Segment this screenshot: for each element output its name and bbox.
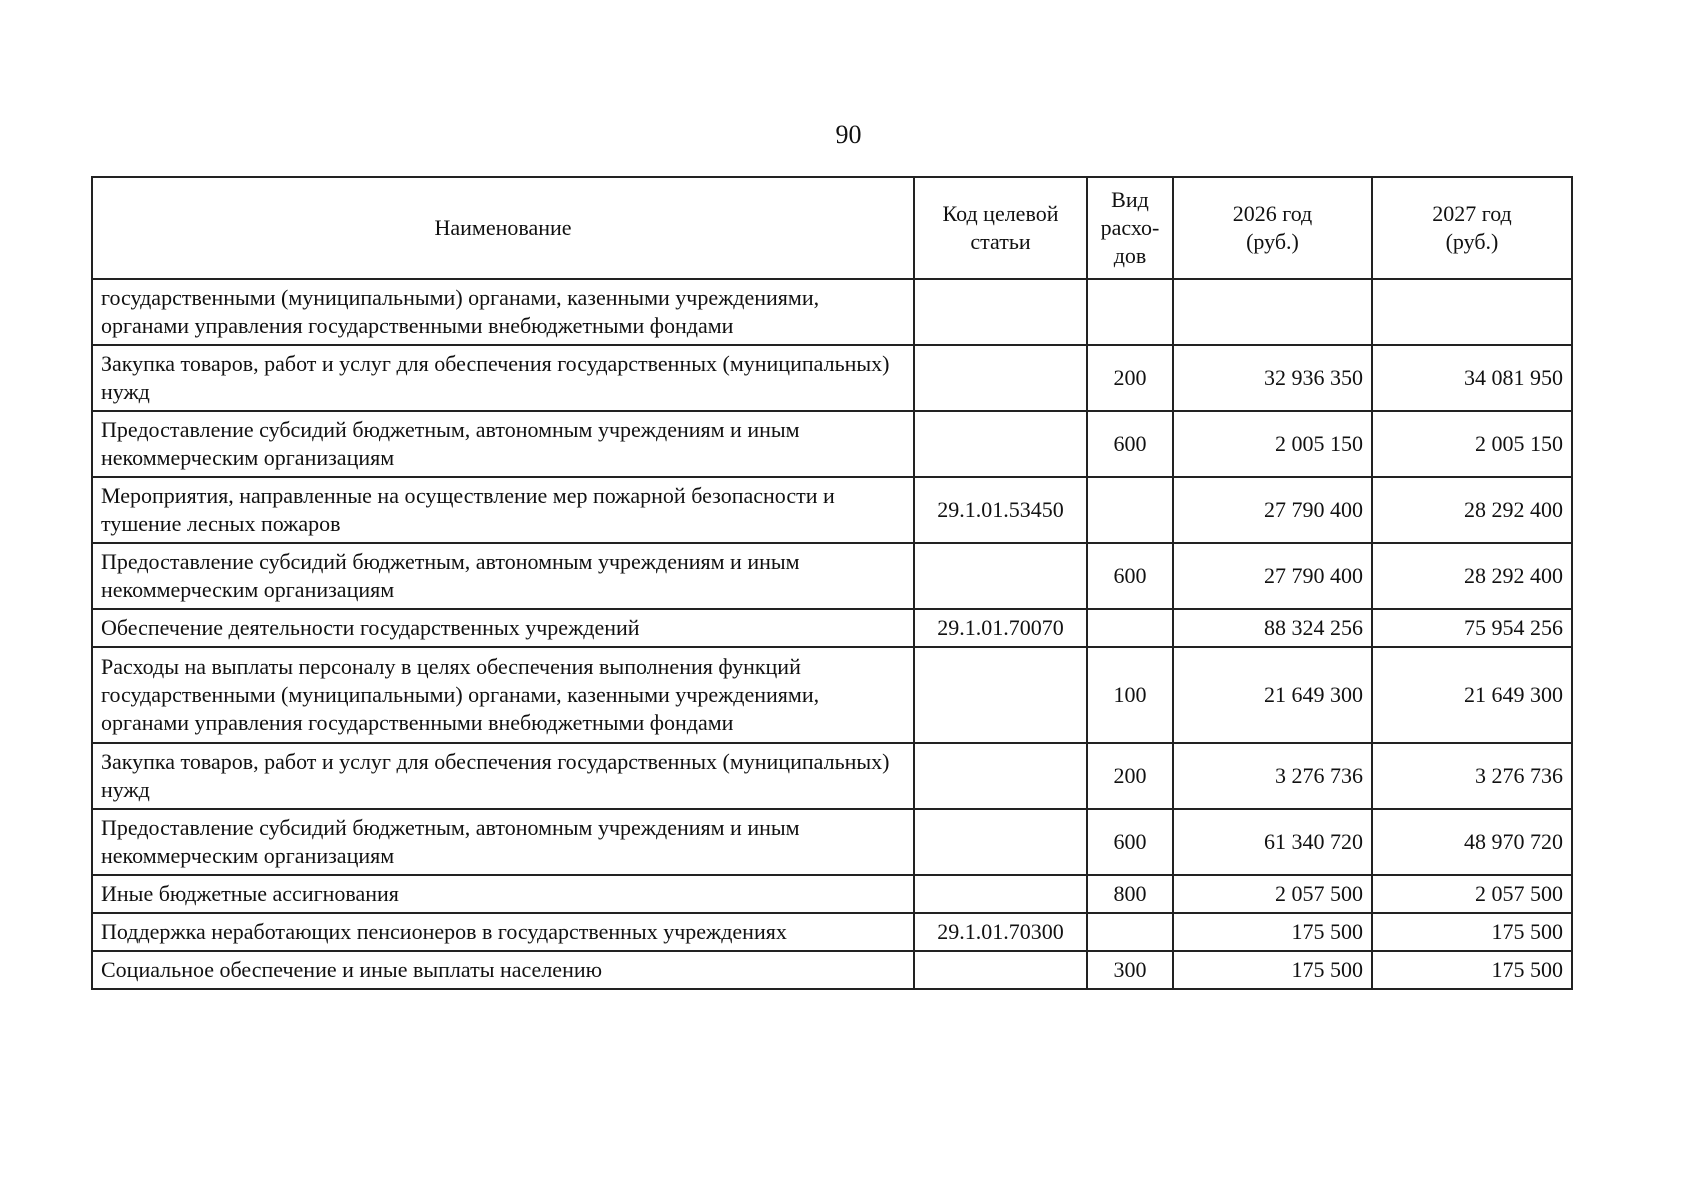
cell-2026: 3 276 736 (1173, 743, 1372, 809)
cell-2026: 21 649 300 (1173, 647, 1372, 743)
table-row (92, 875, 1572, 913)
cell-code (914, 543, 1087, 609)
cell-2027: 21 649 300 (1372, 647, 1572, 743)
cell-2027: 2 005 150 (1372, 411, 1572, 477)
cell-2026: 27 790 400 (1173, 543, 1372, 609)
cell-2027: 2 057 500 (1372, 875, 1572, 913)
cell-2026: 2 005 150 (1173, 411, 1372, 477)
cell-code (914, 809, 1087, 875)
cell-code (914, 743, 1087, 809)
cell-2026 (1173, 279, 1372, 345)
cell-2026: 61 340 720 (1173, 809, 1372, 875)
table-row (92, 951, 1572, 989)
cell-2027 (1372, 279, 1572, 345)
cell-2027: 75 954 256 (1372, 609, 1572, 647)
cell-name: государственными (муниципальными) органами, казенными учреждениями, органами управления государственными внебюджетными фондами (92, 279, 914, 345)
header-year-2027: 2027 год (руб.) (1372, 177, 1572, 279)
table-row (92, 809, 1572, 875)
table-row (92, 913, 1572, 951)
cell-code (914, 411, 1087, 477)
cell-kind: 600 (1087, 543, 1173, 609)
cell-name: Иные бюджетные ассигнования (92, 875, 914, 913)
table-row (92, 279, 1572, 345)
cell-kind: 800 (1087, 875, 1173, 913)
cell-code: 29.1.01.70300 (914, 913, 1087, 951)
cell-name: Предоставление субсидий бюджетным, автономным учреждениям и иным некоммерческим организациям (92, 809, 914, 875)
cell-kind: 200 (1087, 345, 1173, 411)
cell-code (914, 647, 1087, 743)
cell-2027: 28 292 400 (1372, 477, 1572, 543)
cell-name: Поддержка неработающих пенсионеров в государственных учреждениях (92, 913, 914, 951)
cell-2026: 175 500 (1173, 913, 1372, 951)
cell-code (914, 279, 1087, 345)
header-year-2026: 2026 год (руб.) (1173, 177, 1372, 279)
cell-code (914, 345, 1087, 411)
cell-kind: 300 (1087, 951, 1173, 989)
cell-kind (1087, 609, 1173, 647)
cell-code: 29.1.01.53450 (914, 477, 1087, 543)
cell-kind (1087, 279, 1173, 345)
cell-2026: 2 057 500 (1173, 875, 1372, 913)
table-body (92, 279, 1572, 989)
cell-name: Мероприятия, направленные на осуществление мер пожарной безопасности и тушение лесных пожаров (92, 477, 914, 543)
cell-2027: 28 292 400 (1372, 543, 1572, 609)
cell-2026: 175 500 (1173, 951, 1372, 989)
cell-kind: 100 (1087, 647, 1173, 743)
cell-name: Закупка товаров, работ и услуг для обеспечения государственных (муниципальных) нужд (92, 743, 914, 809)
cell-2027: 3 276 736 (1372, 743, 1572, 809)
cell-2026: 32 936 350 (1173, 345, 1372, 411)
cell-kind: 600 (1087, 411, 1173, 477)
table-row (92, 609, 1572, 647)
page-number: 90 (835, 120, 862, 149)
cell-name: Предоставление субсидий бюджетным, автономным учреждениям и иным некоммерческим организациям (92, 411, 914, 477)
table-row (92, 543, 1572, 609)
cell-kind (1087, 477, 1173, 543)
cell-kind: 200 (1087, 743, 1173, 809)
cell-2026: 88 324 256 (1173, 609, 1372, 647)
table-row (92, 647, 1572, 743)
table-header-row (92, 177, 1572, 279)
cell-kind (1087, 913, 1173, 951)
header-name: Наименование (92, 177, 914, 279)
cell-2027: 175 500 (1372, 913, 1572, 951)
cell-2027: 175 500 (1372, 951, 1572, 989)
cell-2027: 48 970 720 (1372, 809, 1572, 875)
header-code: Код целевой статьи (914, 177, 1087, 279)
cell-code (914, 951, 1087, 989)
table-row (92, 477, 1572, 543)
cell-name: Предоставление субсидий бюджетным, автономным учреждениям и иным некоммерческим организациям (92, 543, 914, 609)
cell-code (914, 875, 1087, 913)
table-row (92, 743, 1572, 809)
budget-table (91, 176, 1573, 990)
cell-name: Закупка товаров, работ и услуг для обеспечения государственных (муниципальных) нужд (92, 345, 914, 411)
cell-name: Расходы на выплаты персоналу в целях обеспечения выполнения функций государственными (муниципальными) органами, казенными учреждениями, органами управления государственными внебюджетными фондами (92, 647, 914, 743)
cell-name: Социальное обеспечение и иные выплаты населению (92, 951, 914, 989)
cell-2026: 27 790 400 (1173, 477, 1372, 543)
cell-kind: 600 (1087, 809, 1173, 875)
cell-name: Обеспечение деятельности государственных учреждений (92, 609, 914, 647)
header-kind: Вид расхо- дов (1087, 177, 1173, 279)
table-row (92, 411, 1572, 477)
table-row (92, 345, 1572, 411)
cell-2027: 34 081 950 (1372, 345, 1572, 411)
cell-code: 29.1.01.70070 (914, 609, 1087, 647)
